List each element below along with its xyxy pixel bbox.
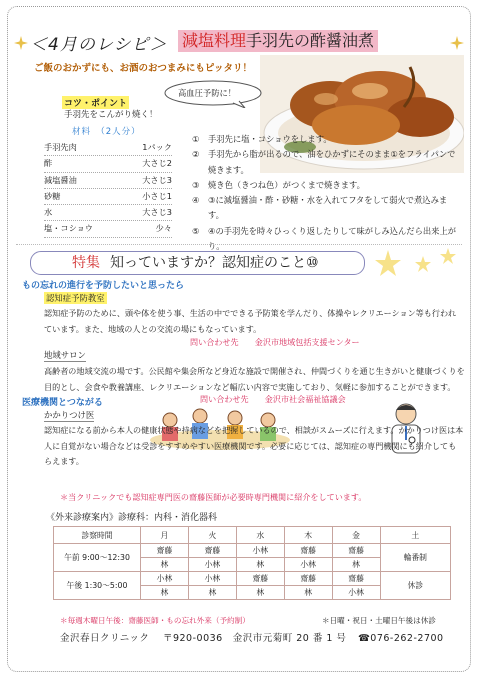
family-doctor-text: 認知症になる前から本人の健康状態や持病などを把握しているので、相談がスムーズに行えます。かかりつけ医は本人に自覚がない場合などは受診をすすめやすい医療機関です。必要に応じては、認知症の専門機関にも紹介してもらえます。 xyxy=(44,425,464,466)
ingredient-row: 手羽先肉 1パック xyxy=(44,140,172,156)
feature-title: 知っていますか？認知症のこと⑩ xyxy=(110,255,319,271)
recipe-subtitle: ご飯のおかずにも、お酒のおつまみにもピッタリ！ xyxy=(34,63,253,74)
sparkle-icon xyxy=(14,36,28,50)
section-heading-medical: 医療機関とつながる xyxy=(22,398,103,408)
clinic-phone: ☎076-262-2700 xyxy=(357,633,444,644)
recipe-step: ② 手羽先から脂が出るので、油をひかずにそのまま①をフライパンで焼きます。 xyxy=(192,149,456,175)
recipe-title-black: 手羽先の酢醤油煮 xyxy=(246,31,375,50)
header-cell: 木 xyxy=(284,527,332,544)
header-cell: 火 xyxy=(188,527,236,544)
schedule-row-am2: 林 小林 林 小林 林 xyxy=(54,558,451,572)
schedule-row-am: 午前 9:00～12:30 齋藤 齋藤 小林 齋藤 齋藤 輪番制 xyxy=(54,544,451,558)
contact-salon: 問い合わせ先 金沢市社会福祉協議会 xyxy=(200,394,346,404)
recipe-step: ③ 焼き色（きつね色）がつくまで焼きます。 xyxy=(192,179,365,190)
tag-prevention-class: 認知症予防教室 xyxy=(46,293,105,303)
footnote-closed: ＊日曜・祝日・土曜日午後は休診 xyxy=(322,616,436,625)
bubble-text: 高血圧予防に！ xyxy=(178,88,237,98)
am-label: 午前 9:00～12:30 xyxy=(54,544,141,572)
footnote-thursday: ＊毎週木曜日午後：齋藤医師・もの忘れ外来（予約制） xyxy=(60,616,250,625)
recipe-steps xyxy=(192,132,462,254)
schedule-table xyxy=(53,526,451,600)
header-cell: 水 xyxy=(236,527,284,544)
schedule-title: 《外来診療案内》診療科：内科・消化器科 xyxy=(46,513,218,523)
clinic-name: 金沢春日クリニック xyxy=(60,633,150,644)
ingredients-list xyxy=(44,140,172,238)
section-heading-prevention: もの忘れの進行を予防したいと思ったら xyxy=(22,281,185,291)
materials-label: 材料 （2人分） xyxy=(72,127,141,137)
schedule-header-row xyxy=(54,527,451,544)
recipe-title-red: 減塩料理 xyxy=(182,31,247,50)
recipe-title-box xyxy=(178,30,378,52)
star-decoration-icon xyxy=(368,246,468,286)
feature-label: 特集 xyxy=(72,255,100,271)
ingredient-row: 酢 大さじ2 xyxy=(44,156,172,172)
header-cell: 土 xyxy=(380,527,450,544)
pm-label: 午後 1:30～5:00 xyxy=(54,572,141,600)
tag-salon: 地域サロン xyxy=(44,350,86,360)
sparkle-icon xyxy=(450,36,464,50)
tips-label: コツ・ポイント xyxy=(62,96,129,109)
ingredient-row: 減塩醤油 大さじ3 xyxy=(44,173,172,189)
salon-text: 高齢者の地域交流の場です。公民館や集会所など身近な施設で開催され、仲間づくりを通じ生きがいと健康づくりを目的とし、会食や教養講座、レクリエーションなど幅広い内容で実施しており、気軽に参加することができます。 xyxy=(44,366,465,392)
header-cell: 診察時間 xyxy=(54,527,141,544)
clinic-address: 〒920-0036 金沢市元菊町 20 番 1 号 xyxy=(162,633,347,644)
tips-text: 手羽先をこんがり焼く！ xyxy=(64,110,158,120)
contact-prevention: 問い合わせ先 金沢市地域包括支援センター xyxy=(190,337,360,347)
am-saturday: 輪番制 xyxy=(380,544,450,572)
ingredient-row: 砂糖 小さじ1 xyxy=(44,189,172,205)
divider xyxy=(16,244,462,245)
prevention-text: 認知症予防のために、頭や体を使う事、生活の中でできる予防策を学んだり、体操やレクリエーション等も行われています。また、地域の人との交流の場にもなっています。 xyxy=(44,308,457,334)
ingredient-row: 塩・コショウ 少々 xyxy=(44,221,172,237)
clinic-note: ＊当クリニックでも認知症専門医の齋藤医師が必要時専門機関に紹介をしています。 xyxy=(60,492,367,502)
header-cell: 金 xyxy=(332,527,380,544)
recipe-step: ① 手羽先に塩・コショウをします。 xyxy=(192,134,332,144)
recipe-heading: ＜4月のレシピ＞ xyxy=(30,35,168,55)
footer xyxy=(60,630,472,644)
tag-family-doctor: かかりつけ医 xyxy=(44,410,95,420)
ingredient-row: 水 大さじ3 xyxy=(44,205,172,221)
schedule-row-pm: 午後 1:30～5:00 小林 小林 齋藤 齋藤 齋藤 休診 xyxy=(54,572,451,586)
pm-saturday: 休診 xyxy=(380,572,450,600)
recipe-step: ⑤ ④の手羽先を時々ひっくり返したりして味がしみ込んだら出来上がり。 xyxy=(192,225,457,252)
recipe-step: ④ ③に減塩醤油・酢・砂糖・水を入れてフタをして弱火で煮込みます。 xyxy=(192,195,448,221)
schedule-row-pm2: 林 林 林 林 小林 xyxy=(54,586,451,600)
header-cell: 月 xyxy=(141,527,189,544)
